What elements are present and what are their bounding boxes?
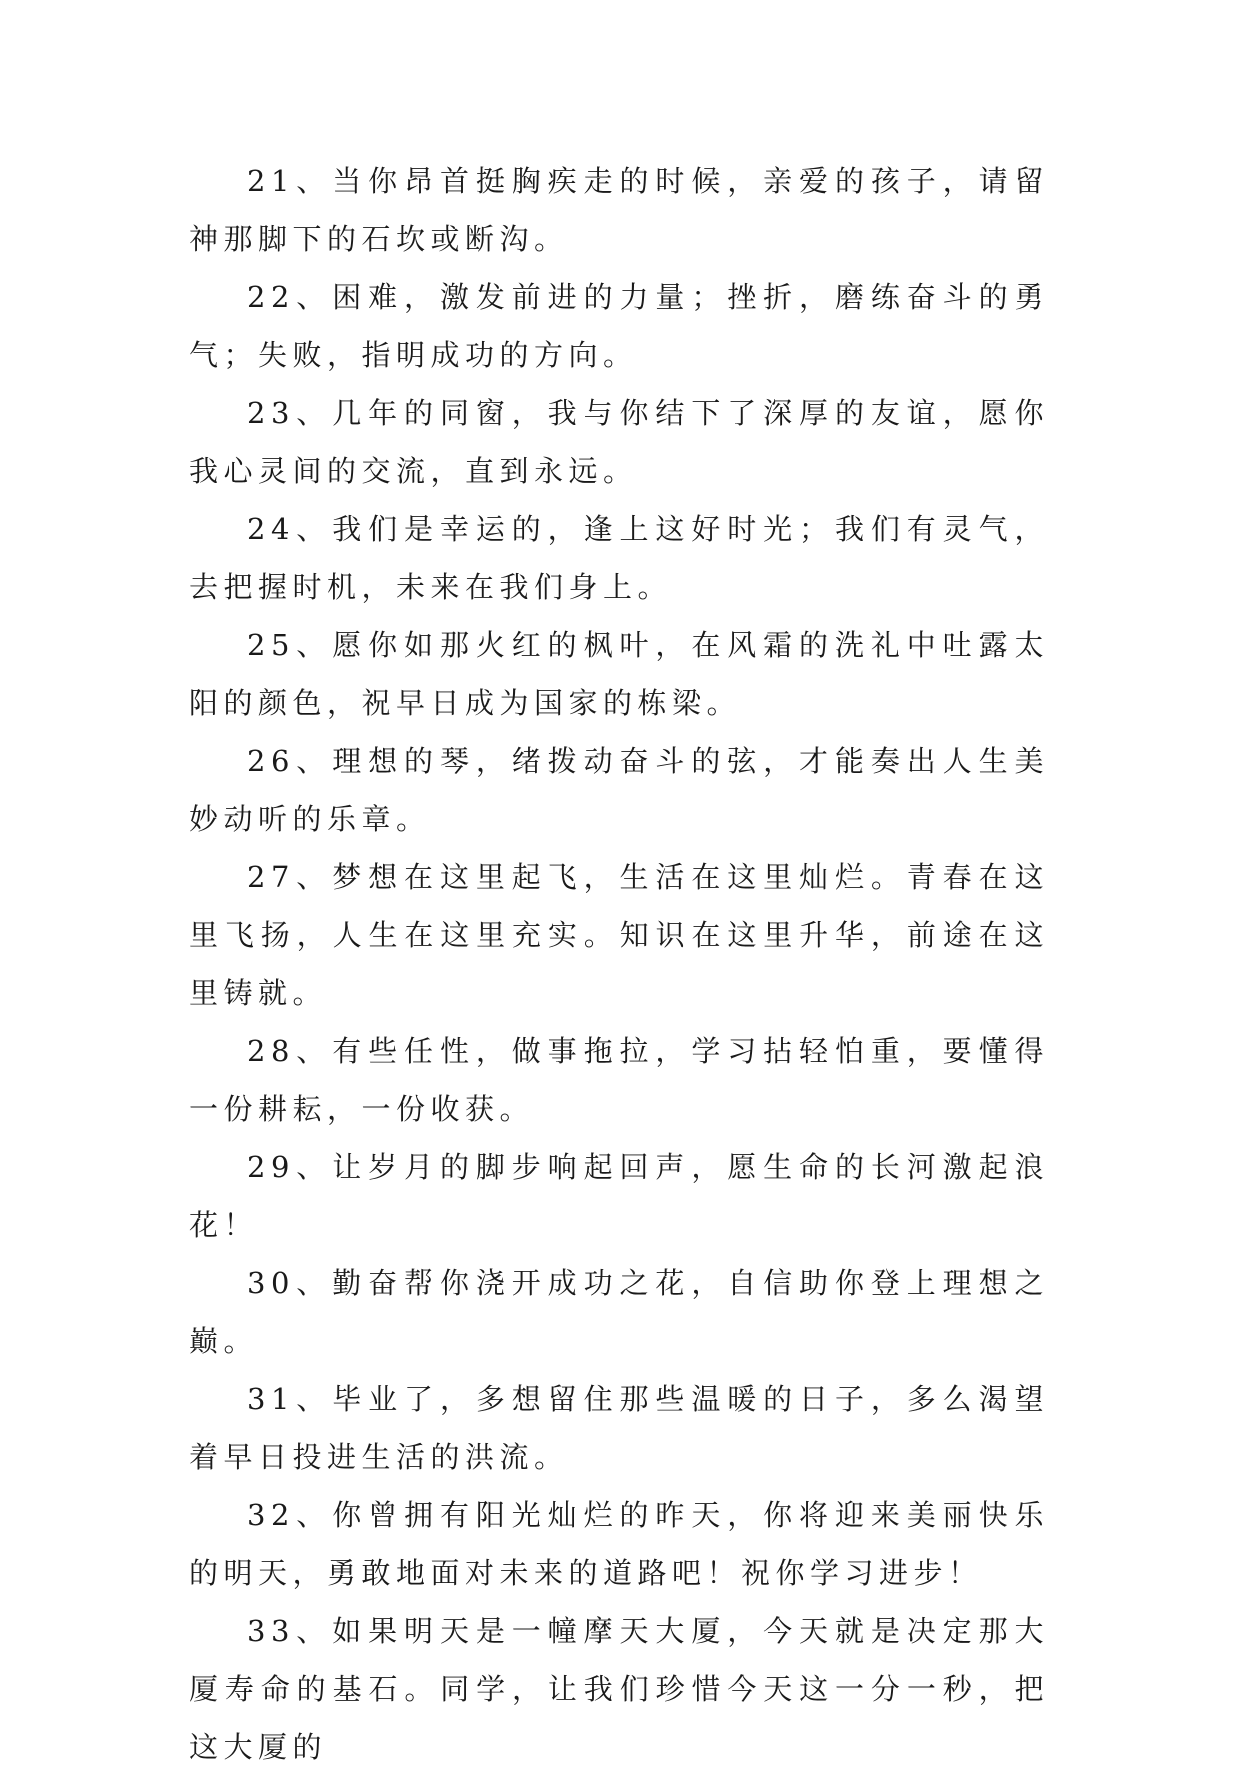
paragraph-22: 22、困难，激发前进的力量；挫折，磨练奋斗的勇气；失败，指明成功的方向。 — [189, 280, 1049, 372]
paragraph-26: 26、理想的琴，绪拨动奋斗的弦，才能奏出人生美妙动听的乐章。 — [189, 744, 1049, 836]
paragraph-29: 29、让岁月的脚步响起回声，愿生命的长河激起浪花！ — [189, 1150, 1049, 1242]
paragraph-21: 21、当你昂首挺胸疾走的时候，亲爱的孩子，请留神那脚下的石坎或断沟。 — [189, 164, 1049, 256]
paragraph-33: 33、如果明天是一幢摩天大厦，今天就是决定那大厦寿命的基石。同学，让我们珍惜今天这一分一秒，把这大厦的 — [189, 1614, 1049, 1764]
paragraph-32: 32、你曾拥有阳光灿烂的昨天，你将迎来美丽快乐的明天，勇敢地面对未来的道路吧！祝你学习进步！ — [189, 1498, 1049, 1590]
paragraph-30: 30、勤奋帮你浇开成功之花，自信助你登上理想之巅。 — [189, 1266, 1049, 1358]
paragraph-23: 23、几年的同窗，我与你结下了深厚的友谊，愿你我心灵间的交流，直到永远。 — [189, 396, 1049, 488]
paragraph-28: 28、有些任性，做事拖拉，学习拈轻怕重，要懂得一份耕耘，一份收获。 — [189, 1034, 1049, 1126]
document-body — [189, 152, 1049, 1776]
paragraph-27: 27、梦想在这里起飞，生活在这里灿烂。青春在这里飞扬，人生在这里充实。知识在这里升华，前途在这里铸就。 — [189, 860, 1049, 1010]
paragraph-31: 31、毕业了，多想留住那些温暖的日子，多么渴望着早日投进生活的洪流。 — [189, 1382, 1049, 1474]
paragraph-24: 24、我们是幸运的，逢上这好时光；我们有灵气，去把握时机，未来在我们身上。 — [189, 512, 1049, 604]
paragraph-25: 25、愿你如那火红的枫叶，在风霜的洗礼中吐露太阳的颜色，祝早日成为国家的栋梁。 — [189, 628, 1049, 720]
